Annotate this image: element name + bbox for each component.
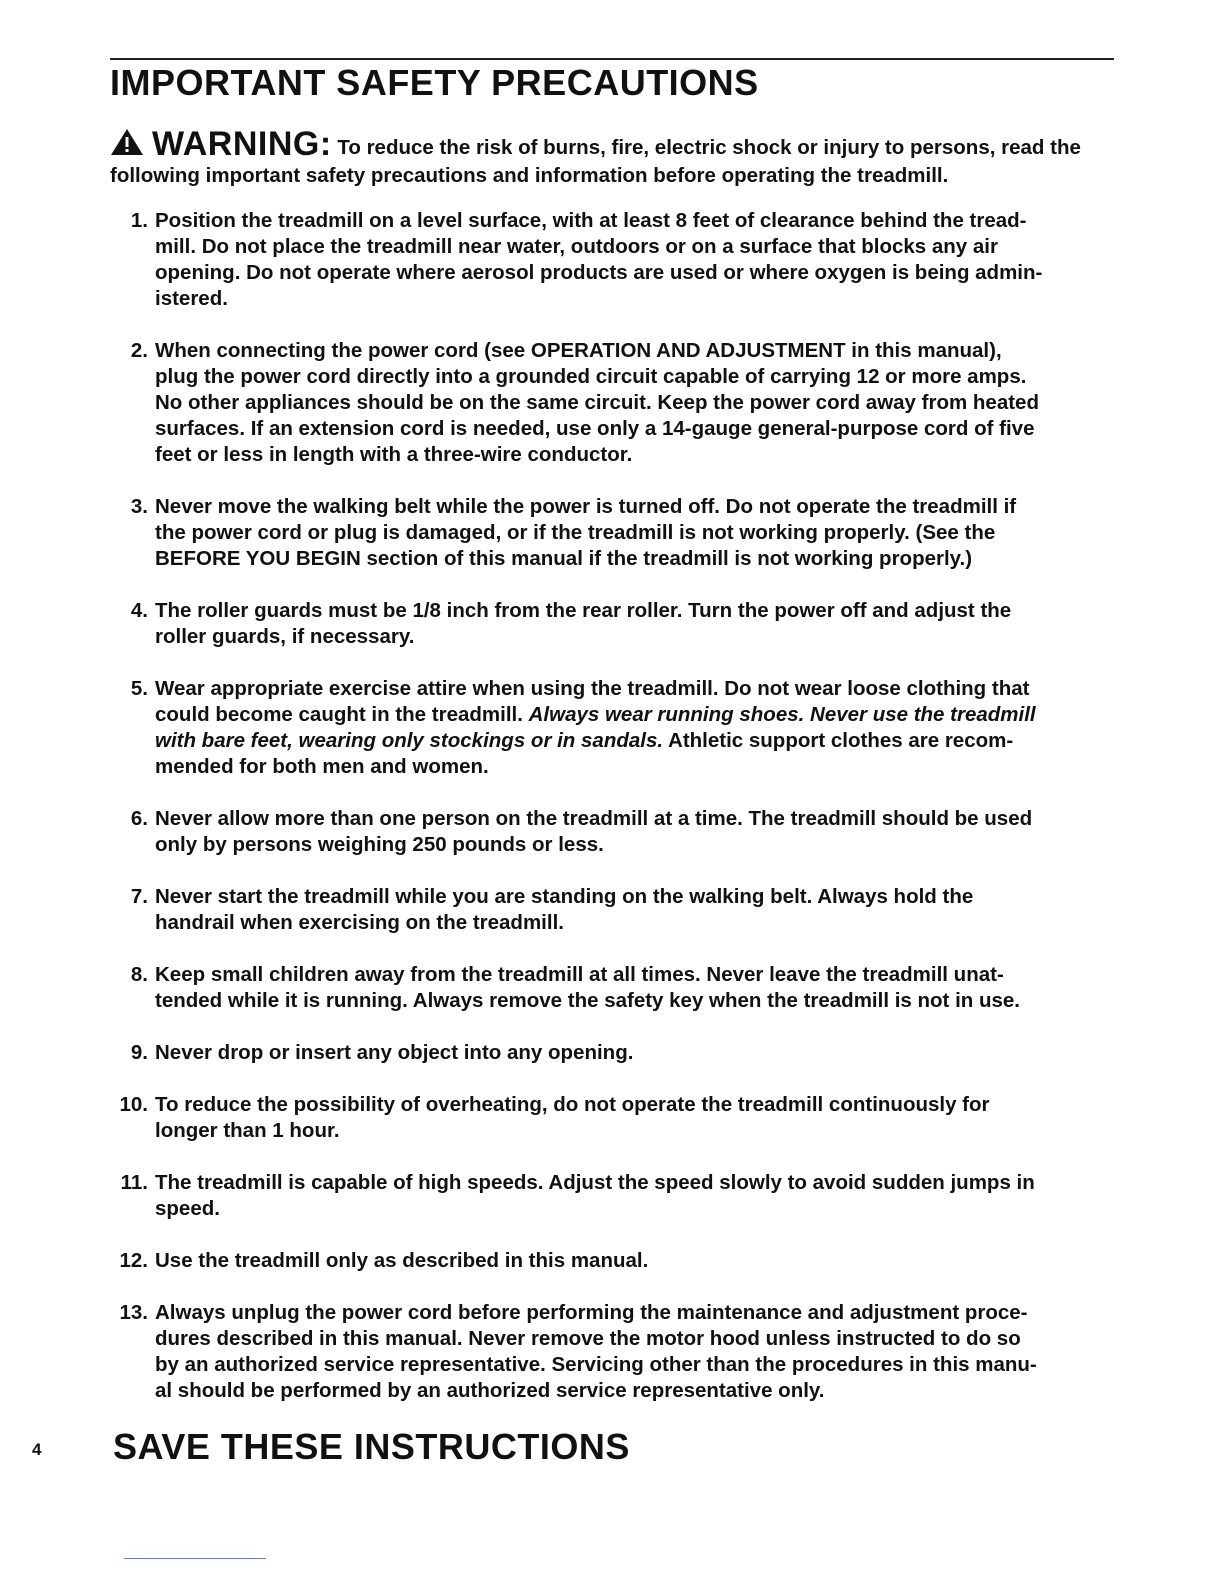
item-line: mended for both men and women. [155,755,489,778]
page-number: 4 [32,1440,42,1459]
item-line: The treadmill is capable of high speeds. Adjust the speed slowly to avoid sudden jumps in [155,1171,1035,1194]
list-item [110,1092,1120,1144]
list-item [110,494,1120,572]
item-number: 13. [119,1301,148,1324]
bottom-rule [124,1558,266,1559]
item-line: Always unplug the power cord before performing the maintenance and adjustment proce- [155,1301,1028,1324]
item-line: BEFORE YOU BEGIN section of this manual if the treadmill is not working properly.) [155,547,973,570]
item-number: 8. [130,963,148,986]
item-line: opening. Do not operate where aerosol products are used or where oxygen is being admin- [155,261,1043,284]
item-line: feet or less in length with a three-wire conductor. [155,443,633,466]
item-number: 9. [130,1041,148,1064]
item-line: Never allow more than one person on the treadmill at a time. The treadmill should be used [155,807,1033,830]
item-line: No other appliances should be on the same circuit. Keep the power cord away from heated [155,391,1039,414]
item-line: the power cord or plug is damaged, or if the treadmill is not working properly. (See the [155,521,996,544]
item-number: 4. [130,599,148,622]
warning-text: To reduce the risk of burns, fire, electric shock or injury to persons, read the following important safety precautions and information before operating the treadmill. [110,136,1081,187]
page-title: IMPORTANT SAFETY PRECAUTIONS [110,62,759,103]
item-line: by an authorized service representative. Servicing other than the procedures in this manu- [155,1353,1037,1376]
list-item [110,962,1120,1014]
item-number: 1. [130,209,148,232]
item-line: Never move the walking belt while the power is turned off. Do not operate the treadmill if [155,495,1017,518]
item-line: dures described in this manual. Never remove the motor hood unless instructed to do so [155,1327,1021,1350]
warning-block [110,125,1120,190]
item-line: tended while it is running. Always remove the safety key when the treadmill is not in use. [155,989,1021,1012]
list-item [110,1040,1120,1066]
item-number: 3. [130,495,148,518]
item-line: Position the treadmill on a level surface, with at least 8 feet of clearance behind the tread- [155,209,1027,232]
item-line: al should be performed by an authorized service representative only. [155,1379,825,1402]
item-line: mill. Do not place the treadmill near water, outdoors or on a surface that blocks any air [155,235,998,258]
item-number: 2. [130,339,148,362]
item-line: longer than 1 hour. [155,1119,340,1142]
item-line: Wear appropriate exercise attire when using the treadmill. Do not wear loose clothing that [155,677,1030,700]
list-item [110,338,1120,468]
item-line: speed. [155,1197,220,1220]
item-line: Use the treadmill only as described in this manual. [155,1249,649,1272]
item-line: surfaces. If an extension cord is needed, use only a 14-gauge general-purpose cord of five [155,417,1035,440]
item-line: The roller guards must be 1/8 inch from the rear roller. Turn the power off and adjust the [155,599,1012,622]
list-item [110,676,1120,780]
item-line: Athletic support clothes are recom- [663,729,1014,752]
item-number: 7. [130,885,148,908]
item-line: plug the power cord directly into a grounded circuit capable of carrying 12 or more amps. [155,365,1027,388]
item-number: 11. [120,1171,148,1194]
list-item [110,1170,1120,1222]
footer-title: SAVE THESE INSTRUCTIONS [113,1426,630,1467]
warning-triangle-icon [110,128,144,156]
item-line: could become caught in the treadmill. [155,703,529,726]
item-line: roller guards, if necessary. [155,625,415,648]
list-item [110,806,1120,858]
list-item [110,598,1120,650]
item-line: Keep small children away from the treadmill at all times. Never leave the treadmill unat- [155,963,1004,986]
item-number: 6. [130,807,148,830]
item-line: When connecting the power cord (see OPERATION AND ADJUSTMENT in this manual), [155,339,1002,362]
item-line: Never start the treadmill while you are standing on the walking belt. Always hold the [155,885,974,908]
item-number: 12. [119,1249,148,1272]
safety-list [110,208,1120,1404]
item-line: only by persons weighing 250 pounds or less. [155,833,604,856]
item-line: To reduce the possibility of overheating, do not operate the treadmill continuously for [155,1093,990,1116]
item-line: istered. [155,287,228,310]
list-item [110,1300,1120,1404]
item-line-italic: Always wear running shoes. Never use the treadmill [528,703,1036,726]
list-item [110,884,1120,936]
list-item [110,208,1120,312]
item-number: 5. [130,677,148,700]
item-line: handrail when exercising on the treadmill. [155,911,564,934]
item-number: 10. [119,1093,148,1116]
item-line: Never drop or insert any object into any opening. [155,1041,634,1064]
item-line-italic: with bare feet, wearing only stockings or in sandals. [155,729,664,752]
warning-label: WARNING: [152,125,332,163]
list-item [110,1248,1120,1274]
